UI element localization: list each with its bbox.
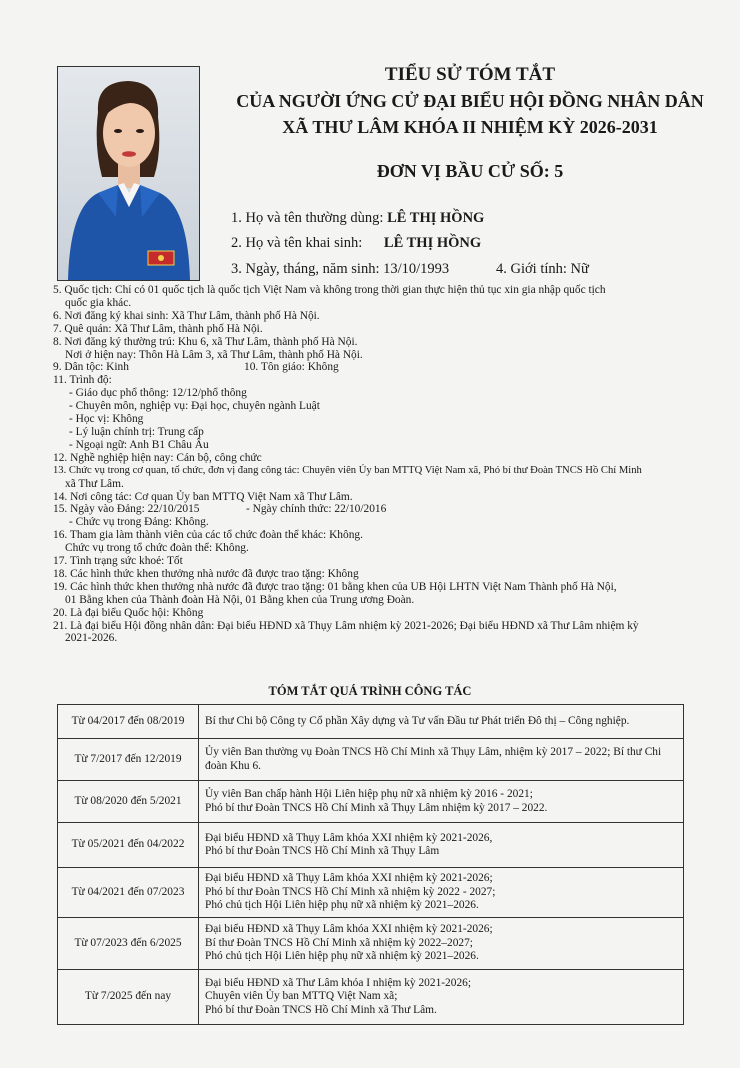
work-period: Từ 04/2021 đến 07/2023 xyxy=(58,868,199,918)
detail-5-cont: quốc gia khác. xyxy=(65,296,132,309)
detail-18: 18. Các hình thức khen thưởng nhà nước đã được trao tặng: Không xyxy=(53,567,359,580)
work-description xyxy=(199,970,684,1025)
detail-11c: - Học vị: Không xyxy=(69,413,144,426)
work-line: Phó bí thư Đoàn TNCS Hồ Chí Minh xã nhiệm kỳ 2022 - 2027; xyxy=(205,885,496,898)
gender-row: 4. Giới tính: Nữ xyxy=(496,261,589,277)
work-line: Phó chủ tịch Hội Liên hiệp phụ nữ xã nhiệm kỳ 2021–2026. xyxy=(205,899,479,912)
detail-14: 14. Nơi công tác: Cơ quan Ủy ban MTTQ Việt Nam xã Thư Lâm. xyxy=(53,490,353,503)
common-name-row xyxy=(231,210,484,227)
work-description xyxy=(199,868,684,918)
work-line: Đại biểu HĐND xã Thụy Lâm khóa XXI nhiệm kỳ 2021-2026, xyxy=(205,831,493,844)
work-description xyxy=(199,705,684,739)
detail-11b: - Chuyên môn, nghiệp vụ: Đại học, chuyên ngành Luật xyxy=(69,400,320,413)
work-period: Từ 7/2017 đến 12/2019 xyxy=(58,739,199,781)
work-description xyxy=(199,918,684,970)
detail-13-cont: xã Thư Lâm. xyxy=(65,477,124,490)
detail-11: 11. Trình độ: xyxy=(53,374,112,387)
table-row xyxy=(58,739,684,781)
detail-9-10 xyxy=(53,361,693,374)
work-description xyxy=(199,781,684,823)
common-name-value: LÊ THỊ HỒNG xyxy=(387,210,485,226)
detail-16-cont: Chức vụ trong tổ chức đoàn thể: Không. xyxy=(65,542,249,555)
table-row xyxy=(58,868,684,918)
detail-7: 7. Quê quán: Xã Thư Lâm, thành phố Hà Nội. xyxy=(53,322,263,335)
detail-8: 8. Nơi đăng ký thường trú: Khu 6, xã Thư Lâm, thành phố Hà Nội. xyxy=(53,335,358,348)
detail-9: 9. Dân tộc: Kinh xyxy=(53,361,129,374)
detail-16: 16. Tham gia làm thành viên của các tổ chức đoàn thể khác: Không. xyxy=(53,529,363,542)
work-period: Từ 07/2023 đến 6/2025 xyxy=(58,918,199,970)
work-period: Từ 05/2021 đến 04/2022 xyxy=(58,823,199,868)
work-line: Phó chủ tịch Hội Liên hiệp phụ nữ xã nhiệm kỳ 2021–2026. xyxy=(205,950,479,963)
doc-title: TIỂU SỬ TÓM TẮT xyxy=(384,64,556,85)
work-line: Bí thư Chi bộ Công ty Cổ phần Xây dựng và Tư vấn Đầu tư Phát triển Đô thị – Công nghiệp. xyxy=(205,714,630,727)
birth-name-label: 2. Họ và tên khai sinh: xyxy=(231,235,363,251)
detail-15-cont: - Chức vụ trong Đảng: Không. xyxy=(69,516,209,529)
detail-11e: - Ngoại ngữ: Anh B1 Châu Âu xyxy=(69,438,209,451)
work-line: Chuyên viên Ủy ban MTTQ Việt Nam xã; xyxy=(205,990,398,1003)
detail-15-official: - Ngày chính thức: 22/10/2016 xyxy=(246,503,387,516)
dob-row: 3. Ngày, tháng, năm sinh: 13/10/1993 xyxy=(231,261,450,277)
work-history-table xyxy=(57,704,684,1025)
work-period: Từ 04/2017 đến 08/2019 xyxy=(58,705,199,739)
work-line: Phó bí thư Đoàn TNCS Hồ Chí Minh xã Thư Lâm. xyxy=(205,1003,437,1016)
detail-17: 17. Tình trạng sức khoẻ: Tốt xyxy=(53,555,183,568)
detail-6: 6. Nơi đăng ký khai sinh: Xã Thư Lâm, thành phố Hà Nội. xyxy=(53,309,320,322)
work-line: Đại biểu HĐND xã Thụy Lâm khóa XXI nhiệm kỳ 2021-2026; xyxy=(205,872,493,885)
detail-21-cont: 2021-2026. xyxy=(65,632,118,645)
detail-15: 15. Ngày vào Đảng: 22/10/2015 xyxy=(53,503,200,516)
detail-11a: - Giáo dục phổ thông: 12/12/phổ thông xyxy=(69,387,247,400)
work-line: Đại biểu HĐND xã Thụy Lâm khóa XXI nhiệm kỳ 2021-2026; xyxy=(205,923,493,936)
detail-5: 5. Quốc tịch: Chỉ có 01 quốc tịch là quốc tịch Việt Nam và không trong thời gian thực hiện thủ tục xin gia nhập quốc tịch xyxy=(53,284,606,296)
work-line: Ủy viên Ban thường vụ Đoàn TNCS Hồ Chí Minh xã Thụy Lâm, nhiệm kỳ 2017 – 2022; Bí thư Chi đoàn Khu 6. xyxy=(205,746,662,772)
detail-13: 13. Chức vụ trong cơ quan, tổ chức, đơn vị đang công tác: Chuyên viên Ủy ban MTTQ Việt Nam xã, Phó bí thư Đoàn TNCS Hồ Chí Minh xyxy=(53,464,642,476)
work-line: Đại biểu HĐND xã Thư Lâm khóa I nhiệm kỳ 2021-2026; xyxy=(205,976,471,989)
detail-19-cont: 01 Bằng khen của Thành đoàn Hà Nội, 01 Bằng khen của Trung ương Đoàn. xyxy=(65,593,415,606)
doc-subtitle-2: XÃ THƯ LÂM KHÓA II NHIỆM KỲ 2026-2031 xyxy=(282,117,658,137)
portrait-illustration xyxy=(58,67,199,280)
portrait-photo xyxy=(57,66,200,281)
work-history-title: TÓM TẮT QUÁ TRÌNH CÔNG TÁC xyxy=(268,684,472,698)
birth-name-value: LÊ THỊ HỒNG xyxy=(383,235,482,251)
table-row xyxy=(58,705,684,739)
detail-10: 10. Tôn giáo: Không xyxy=(244,361,339,374)
detail-list xyxy=(53,284,693,645)
work-period: Từ 7/2025 đến nay xyxy=(58,970,199,1025)
birth-name-row xyxy=(231,235,481,252)
table-row xyxy=(58,781,684,823)
detail-19: 19. Các hình thức khen thưởng nhà nước đã được trao tặng: 01 bằng khen của UB Hội LHTN Việt Nam Thành phố Hà Nội, xyxy=(53,580,617,593)
work-description xyxy=(199,823,684,868)
detail-11d: - Lý luận chính trị: Trung cấp xyxy=(69,425,204,438)
detail-8-cont: Nơi ở hiện nay: Thôn Hà Lâm 3, xã Thư Lâm, thành phố Hà Nội. xyxy=(65,348,363,361)
work-line: Phó bí thư Đoàn TNCS Hồ Chí Minh xã Thụy Lâm xyxy=(205,845,440,857)
work-period: Từ 08/2020 đến 5/2021 xyxy=(58,781,199,823)
common-name-label: 1. Họ và tên thường dùng: xyxy=(231,210,384,226)
table-row xyxy=(58,918,684,970)
work-line: Phó bí thư Đoàn TNCS Hồ Chí Minh xã Thụy Lâm nhiệm kỳ 2017 – 2022. xyxy=(205,801,548,814)
work-line: Ủy viên Ban chấp hành Hội Liên hiệp phụ nữ xã nhiệm kỳ 2016 - 2021; xyxy=(205,788,533,800)
electoral-unit: ĐƠN VỊ BẦU CỬ SỐ: 5 xyxy=(376,161,564,181)
work-description xyxy=(199,739,684,781)
detail-12: 12. Nghề nghiệp hiện nay: Cán bộ, công chức xyxy=(53,451,262,464)
detail-15-row xyxy=(53,503,693,516)
doc-subtitle: CỦA NGƯỜI ỨNG CỬ ĐẠI BIỂU HỘI ĐỒNG NHÂN DÂN xyxy=(236,91,704,111)
table-row xyxy=(58,970,684,1025)
detail-20: 20. Là đại biểu Quốc hội: Không xyxy=(53,606,204,619)
detail-21: 21. Là đại biểu Hội đồng nhân dân: Đại biểu HĐND xã Thụy Lâm nhiệm kỳ 2021-2026; Đại biểu HĐND xã Thư Lâm nhiệm kỳ xyxy=(53,619,639,632)
work-line: Bí thư Đoàn TNCS Hồ Chí Minh xã nhiệm kỳ 2022–2027; xyxy=(205,936,473,949)
table-row xyxy=(58,823,684,868)
